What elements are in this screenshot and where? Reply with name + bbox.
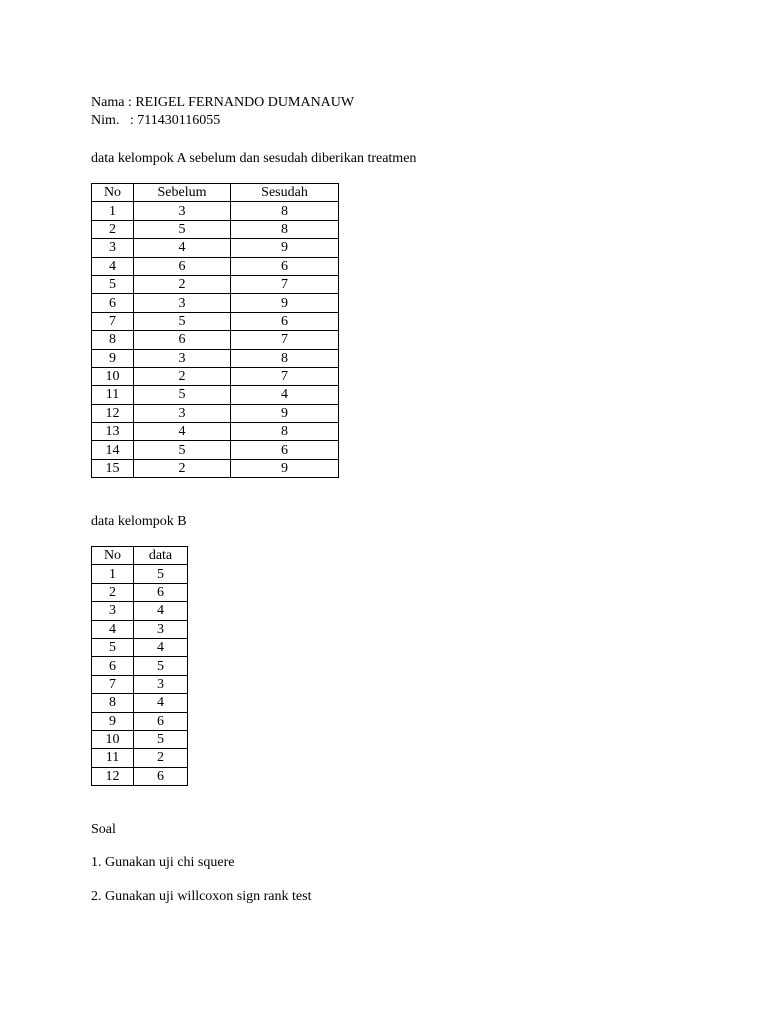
table-cell: 4 xyxy=(134,638,188,656)
table-cell: 6 xyxy=(134,331,231,349)
table-row xyxy=(92,239,339,257)
table-cell: 6 xyxy=(134,257,231,275)
table-row xyxy=(92,441,339,459)
table-cell: 6 xyxy=(231,257,339,275)
table-row xyxy=(92,459,339,477)
table-cell: 3 xyxy=(134,349,231,367)
table-cell: 11 xyxy=(92,749,134,767)
table-row xyxy=(92,565,188,583)
table-cell: 2 xyxy=(134,459,231,477)
table-cell: 9 xyxy=(231,239,339,257)
questions-heading: Soal xyxy=(91,822,116,837)
table-cell: 3 xyxy=(92,602,134,620)
table-cell: 3 xyxy=(92,239,134,257)
table-cell: 8 xyxy=(231,202,339,220)
table-cell: 5 xyxy=(134,220,231,238)
table-cell: 7 xyxy=(231,331,339,349)
group-b-title: data kelompok B xyxy=(91,514,187,529)
table-cell: 2 xyxy=(134,367,231,385)
table-cell: 8 xyxy=(92,694,134,712)
table-cell: 4 xyxy=(134,239,231,257)
table-cell: 3 xyxy=(134,202,231,220)
table-cell: 4 xyxy=(92,620,134,638)
column-header-sesudah: Sesudah xyxy=(231,184,339,202)
table-cell: 2 xyxy=(92,220,134,238)
table-cell: 10 xyxy=(92,367,134,385)
table-cell: 5 xyxy=(92,638,134,656)
table-cell: 10 xyxy=(92,730,134,748)
table-cell: 6 xyxy=(134,583,188,601)
column-header-no: No xyxy=(92,184,134,202)
column-header-no: No xyxy=(92,547,134,565)
table-cell: 2 xyxy=(134,275,231,293)
column-header-sebelum: Sebelum xyxy=(134,184,231,202)
table-cell: 7 xyxy=(92,312,134,330)
table-cell: 5 xyxy=(134,312,231,330)
column-header-data: data xyxy=(134,547,188,565)
table-cell: 8 xyxy=(231,349,339,367)
group-a-table xyxy=(91,183,339,478)
table-cell: 4 xyxy=(134,423,231,441)
table-cell: 12 xyxy=(92,767,134,785)
table-cell: 3 xyxy=(134,620,188,638)
table-cell: 2 xyxy=(92,583,134,601)
table-row xyxy=(92,202,339,220)
student-nim: Nim. : 711430116055 xyxy=(91,113,221,128)
table-cell: 5 xyxy=(134,730,188,748)
table-row xyxy=(92,694,188,712)
table-row xyxy=(92,675,188,693)
table-row xyxy=(92,767,188,785)
table-cell: 5 xyxy=(134,565,188,583)
table-cell: 8 xyxy=(92,331,134,349)
table-row xyxy=(92,294,339,312)
table-row xyxy=(92,712,188,730)
table-cell: 4 xyxy=(134,694,188,712)
table-cell: 6 xyxy=(231,312,339,330)
group-b-table xyxy=(91,546,188,786)
table-cell: 1 xyxy=(92,565,134,583)
table-cell: 13 xyxy=(92,423,134,441)
table-cell: 1 xyxy=(92,202,134,220)
table-cell: 9 xyxy=(231,294,339,312)
table-cell: 12 xyxy=(92,404,134,422)
table-row xyxy=(92,386,339,404)
table-cell: 4 xyxy=(92,257,134,275)
table-row xyxy=(92,620,188,638)
table-cell: 2 xyxy=(134,749,188,767)
table-row xyxy=(92,312,339,330)
table-cell: 9 xyxy=(231,459,339,477)
table-row xyxy=(92,220,339,238)
table-cell: 8 xyxy=(231,220,339,238)
table-cell: 9 xyxy=(231,404,339,422)
question-item: 2. Gunakan uji willcoxon sign rank test xyxy=(91,889,312,904)
table-row xyxy=(92,583,188,601)
table-cell: 5 xyxy=(92,275,134,293)
table-cell: 6 xyxy=(231,441,339,459)
table-cell: 9 xyxy=(92,712,134,730)
table-cell: 3 xyxy=(134,404,231,422)
table-row xyxy=(92,730,188,748)
table-cell: 4 xyxy=(231,386,339,404)
table-row xyxy=(92,349,339,367)
table-row xyxy=(92,423,339,441)
table-row xyxy=(92,275,339,293)
table-cell: 3 xyxy=(134,675,188,693)
table-cell: 4 xyxy=(134,602,188,620)
table-cell: 6 xyxy=(134,712,188,730)
table-cell: 5 xyxy=(134,386,231,404)
table-cell: 11 xyxy=(92,386,134,404)
table-cell: 8 xyxy=(231,423,339,441)
group-a-table-body xyxy=(92,202,339,478)
table-cell: 9 xyxy=(92,349,134,367)
student-name: Nama : REIGEL FERNANDO DUMANAUW xyxy=(91,95,355,110)
table-cell: 15 xyxy=(92,459,134,477)
table-cell: 6 xyxy=(92,294,134,312)
table-row xyxy=(92,404,339,422)
table-row xyxy=(92,602,188,620)
table-row xyxy=(92,257,339,275)
table-row xyxy=(92,657,188,675)
group-b-table-body xyxy=(92,565,188,786)
table-cell: 5 xyxy=(134,657,188,675)
table-header-row xyxy=(92,547,188,565)
table-cell: 7 xyxy=(231,367,339,385)
table-cell: 7 xyxy=(92,675,134,693)
question-item: 1. Gunakan uji chi squere xyxy=(91,855,235,870)
table-cell: 6 xyxy=(92,657,134,675)
table-row xyxy=(92,749,188,767)
table-cell: 7 xyxy=(231,275,339,293)
table-row xyxy=(92,367,339,385)
group-a-title: data kelompok A sebelum dan sesudah diberikan treatmen xyxy=(91,151,417,166)
table-header-row xyxy=(92,184,339,202)
table-cell: 3 xyxy=(134,294,231,312)
table-cell: 5 xyxy=(134,441,231,459)
table-cell: 14 xyxy=(92,441,134,459)
table-row xyxy=(92,638,188,656)
table-cell: 6 xyxy=(134,767,188,785)
table-row xyxy=(92,331,339,349)
